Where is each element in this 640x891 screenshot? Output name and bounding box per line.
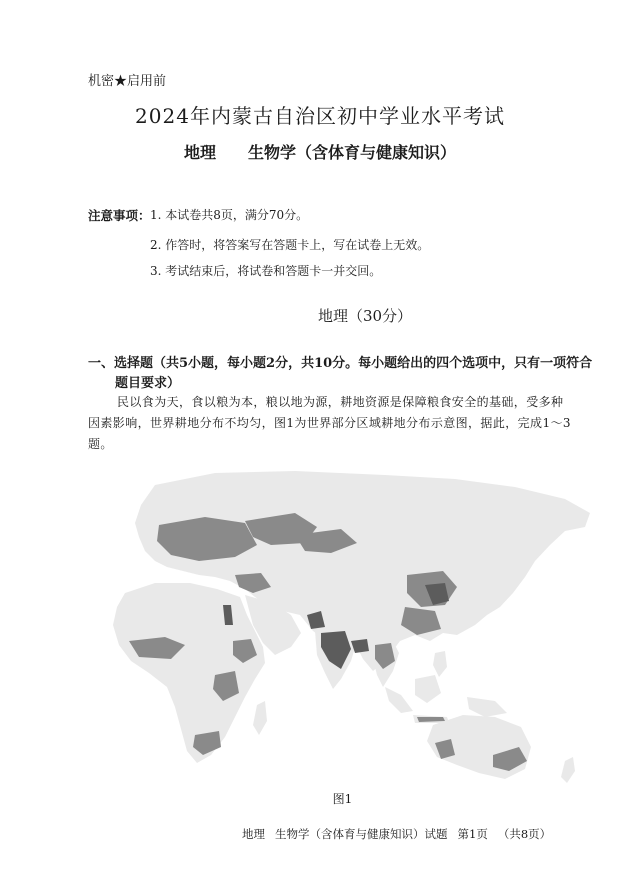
passage-line-1: 民以食为天，食以粮为本，粮以地为源，耕地资源是保障粮食安全的基础，受多种	[117, 395, 564, 409]
notice-item-1: 1. 本试卷共8页，满分70分。	[150, 208, 309, 222]
new-zealand-landmass	[561, 757, 575, 783]
passage-line-2: 因素影响，世界耕地分布不均匀，图1为世界部分区域耕地分布示意图，据此，完成1～3	[88, 416, 571, 430]
map-svg	[95, 465, 600, 785]
question-heading: 一、选择题（共5小题，每小题2分，共10分。每小题给出的四个选项中，只有一项符合	[88, 356, 593, 371]
new-guinea-landmass	[467, 697, 507, 717]
exam-subtitle	[0, 140, 640, 163]
subject-geography: 地理	[183, 143, 216, 162]
notice-label: 注意事项：	[88, 208, 151, 223]
passage-line-3: 题。	[88, 437, 113, 451]
page-footer	[242, 826, 561, 842]
footer-total: （共8页）	[497, 827, 552, 841]
philippines-landmass	[433, 651, 447, 677]
notice-item-3: 3. 考试结束后，将试卷和答题卡一并交回。	[150, 264, 382, 278]
section-title: 地理（30分）	[317, 307, 413, 325]
subject-biology: 生物学（含体育与健康知识）	[248, 143, 457, 162]
world-cropland-map	[95, 465, 600, 785]
footer-paper: 生物学（含体育与健康知识）试题	[275, 827, 448, 841]
borneo-landmass	[415, 675, 441, 703]
africa-landmass	[113, 583, 265, 763]
figure-caption: 图1	[332, 792, 353, 806]
notice-item-2: 2. 作答时，将答案写在答题卡上，写在试卷上无效。	[150, 238, 430, 252]
madagascar-landmass	[253, 701, 267, 735]
exam-title: 2024年内蒙古自治区初中学业水平考试	[135, 104, 505, 128]
question-heading-cont: 题目要求）	[115, 376, 181, 391]
sumatra-landmass	[385, 687, 413, 713]
footer-subject: 地理	[242, 827, 265, 841]
confidential-mark: 机密★启用前	[88, 74, 167, 89]
footer-page: 第1页	[457, 827, 488, 841]
